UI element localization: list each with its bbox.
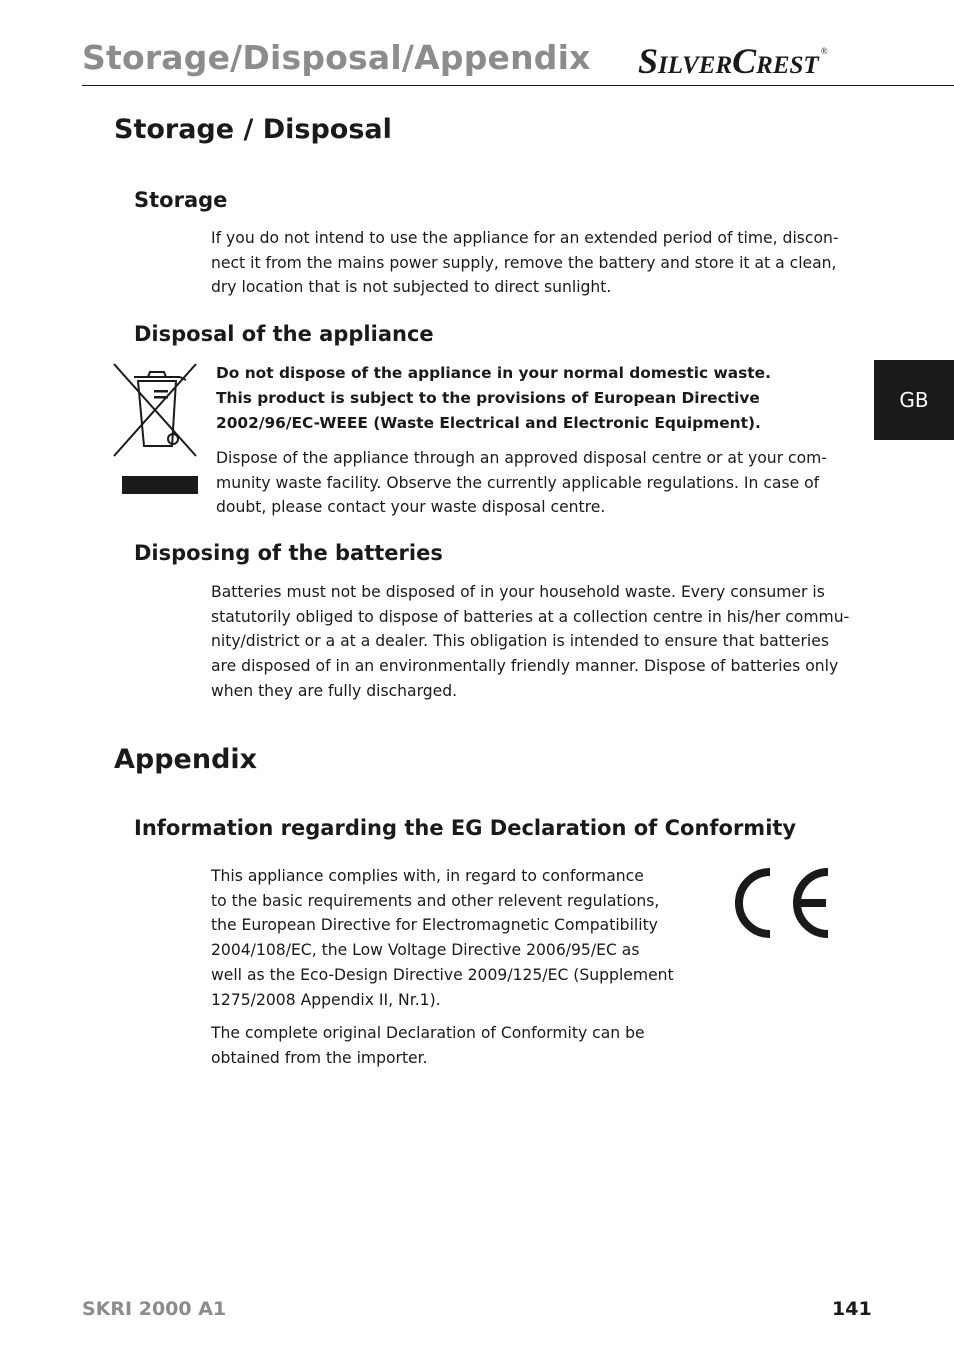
subheading-eg-conformity: Information regarding the EG Declaration of Conformity: [134, 816, 797, 840]
section-heading-appendix: Appendix: [114, 744, 258, 775]
subheading-storage: Storage: [134, 188, 228, 212]
ce-mark-icon: [730, 866, 832, 940]
subheading-disposing-batteries: Disposing of the batteries: [134, 541, 443, 565]
language-tab: GB: [874, 360, 954, 440]
crossed-out-wheelie-bin-icon: [110, 360, 202, 496]
silvercrest-logo: SILVERCREST®: [638, 41, 828, 81]
page-header-title: Storage/Disposal/Appendix: [82, 38, 591, 77]
weee-bold-notice: Do not dispose of the appliance in your normal domestic waste. This product is subject to the provisions of European Directive 2002/96/EC-WEEE (Waste Electrical and Electronic Equipment).: [216, 364, 771, 432]
section-heading-storage-disposal: Storage / Disposal: [114, 114, 392, 145]
footer-model-number: SKRI 2000 A1: [82, 1298, 227, 1320]
header-divider: [82, 85, 954, 86]
batteries-paragraph: Batteries must not be disposed of in your household waste. Every consumer is statutorily obliged to dispose of batteries at a collection centre in his/her commu- nity/district or a at a dealer. This obligation is intended to ensure that batteries are disposed of in an environmentally friendly manner. Dispose of batteries only when they are fully discharged.: [211, 583, 850, 700]
subheading-disposal-appliance: Disposal of the appliance: [134, 322, 434, 346]
footer-page-number: 141: [832, 1298, 872, 1320]
appliance-disposal-paragraph: Dispose of the appliance through an approved disposal centre or at your com- munity waste facility. Observe the currently applicable regulations. In case of doubt, please contact your waste disposal centre.: [216, 449, 827, 517]
conformity-importer-paragraph: The complete original Declaration of Conformity can be obtained from the importer.: [211, 1024, 645, 1067]
storage-paragraph: If you do not intend to use the appliance for an extended period of time, discon- nect it from the mains power supply, remove the battery and store it at a clean, dry location that is not subjected to direct sunlight.: [211, 229, 839, 297]
conformity-paragraph: This appliance complies with, in regard to conformance to the basic requirements and other relevent regulations, the European Directive for Electromagnetic Compatibility 2004/108/EC, the Low Voltage Directive 2006/95/EC as well as the Eco-Design Directive 2009/125/EC (Supplement 1275/2008 Appendix II, Nr.1).: [211, 867, 674, 1009]
